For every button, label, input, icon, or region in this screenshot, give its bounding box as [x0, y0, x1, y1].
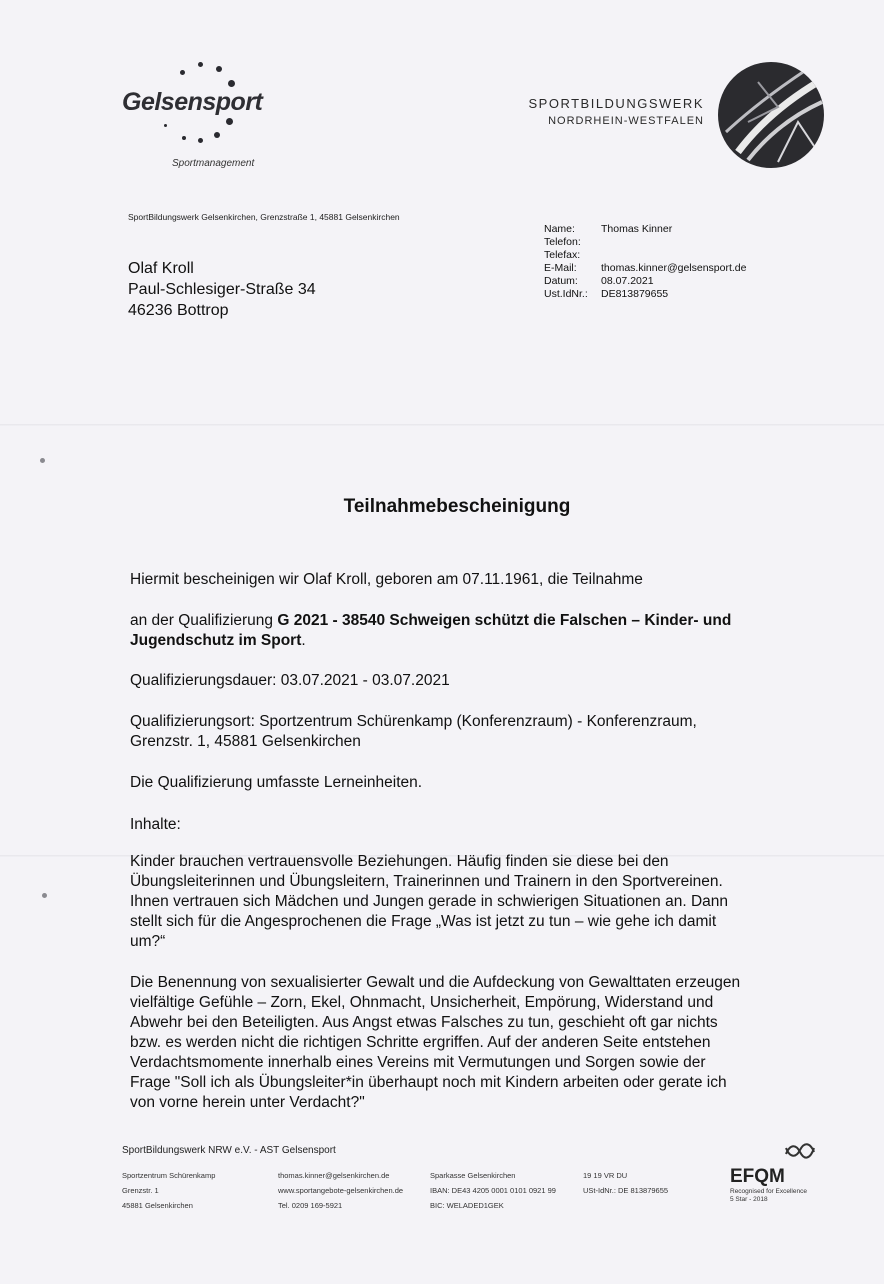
- footer-address: Sportzentrum Schürenkamp Grenzstr. 1 45881 Gelsenkirchen: [122, 1171, 216, 1210]
- contact-info-block: [544, 223, 747, 301]
- paper-fold: [0, 424, 884, 427]
- info-row: E-Mail: thomas.kinner@gelsensport.de: [544, 262, 747, 274]
- footer-register: 19 19 VR DU USt-IdNr.: DE 813879655: [583, 1171, 669, 1195]
- recipient-street: Paul-Schlesiger-Straße 34: [128, 281, 316, 298]
- info-row: Name: Thomas Kinner: [544, 223, 673, 235]
- punch-dot: [40, 458, 45, 463]
- certificate-intro: Hiermit bescheinigen wir Olaf Kroll, geboren am 07.11.1961, die Teilnahme: [130, 571, 643, 588]
- footer-bank: Sparkasse Gelsenkirchen IBAN: DE43 4205 0001 0101 0921 99 BIC: WELADED1GEK: [430, 1171, 556, 1210]
- contents-paragraph-2: Die Benennung von sexualisierter Gewalt und die Aufdeckung von Gewalttaten erzeugen vielfältige Gefühle – Zorn, Ekel, Ohnmacht, Unsicherheit, Empörung, Widerstand und Abwehr bei den Beteiligten. Aus Angst etwas Falsches zu tun, geschieht oft gar nichts bzw. es werden nicht die richtigen Schritte ergriffen. Auf der anderen Seite entstehen Verdachtsmomente innerhalb eines Vereins mit Vermutungen und Sorgen sowie der Frage "Soll ich als Übungsleiter*in überhaupt noch mit Kindern arbeiten oder gerate ich von vorne herein unter Verdacht?": [130, 974, 741, 1111]
- org-name: [528, 96, 704, 127]
- logo-subtitle: Sportmanagement: [172, 158, 255, 169]
- org-name-line2: NORDRHEIN-WESTFALEN: [548, 115, 704, 127]
- info-row: Telefax:: [544, 249, 581, 261]
- punch-dot: [42, 893, 47, 898]
- recipient-address: [128, 258, 316, 321]
- org-name-line1: SPORTBILDUNGSWERK: [528, 96, 704, 111]
- efqm-wordmark: EFQM: [730, 1166, 785, 1187]
- gelsensport-logo: [118, 52, 318, 182]
- efqm-symbol-icon: [784, 1140, 816, 1167]
- info-row: Telefon:: [544, 236, 581, 248]
- footer-heading: SportBildungswerk NRW e.V. - AST Gelsensport: [122, 1145, 336, 1156]
- logo-wordmark: Gelsensport: [122, 88, 263, 116]
- recipient-name: Olaf Kroll: [128, 260, 194, 277]
- efqm-caption: Recognised for Excellence 5 Star - 2018: [730, 1188, 807, 1203]
- sender-address-line: SportBildungswerk Gelsenkirchen, Grenzstraße 1, 45881 Gelsenkirchen: [128, 212, 400, 222]
- recipient-city: 46236 Bottrop: [128, 302, 229, 319]
- info-row: Datum: 08.07.2021: [544, 275, 654, 287]
- footer-contact: thomas.kinner@gelsenkirchen.de www.sportangebote-gelsenkirchen.de Tel. 0209 169-5921: [278, 1171, 404, 1210]
- document-title: Teilnahmebescheinigung: [343, 496, 571, 517]
- learning-units: Die Qualifizierung umfasste Lerneinheiten.: [130, 774, 423, 791]
- contents-label: Inhalte:: [130, 816, 181, 833]
- qualification-text: an der Qualifizierung G 2021 - 38540 Schweigen schützt die Falschen – Kinder- und Jugendschutz im Sport.: [130, 612, 732, 649]
- info-row: Ust.IdNr.: DE813879655: [544, 288, 669, 300]
- qualification-duration: Qualifizierungsdauer: 03.07.2021 - 03.07.2021: [130, 672, 450, 689]
- contents-paragraph-1: Kinder brauchen vertrauensvolle Beziehungen. Häufig finden sie diese bei den Übungsleiterinnen und Übungsleitern, Trainerinnen und Trainern in den Sportvereinen. Ihnen vertrauen sich Mädchen und Jungen gerade in schwierigen Situationen an. Dann stellt sich für die Angesprochenen die Frage „Was ist jetzt zu tun – wie gehe ich damit um?“: [130, 853, 729, 950]
- qualification-location: Qualifizierungsort: Sportzentrum Schürenkamp (Konferenzraum) - Konferenzraum, Grenzstr. 1, 45881 Gelsenkirchen: [130, 713, 697, 750]
- sportbildungswerk-logo-icon: [718, 62, 824, 168]
